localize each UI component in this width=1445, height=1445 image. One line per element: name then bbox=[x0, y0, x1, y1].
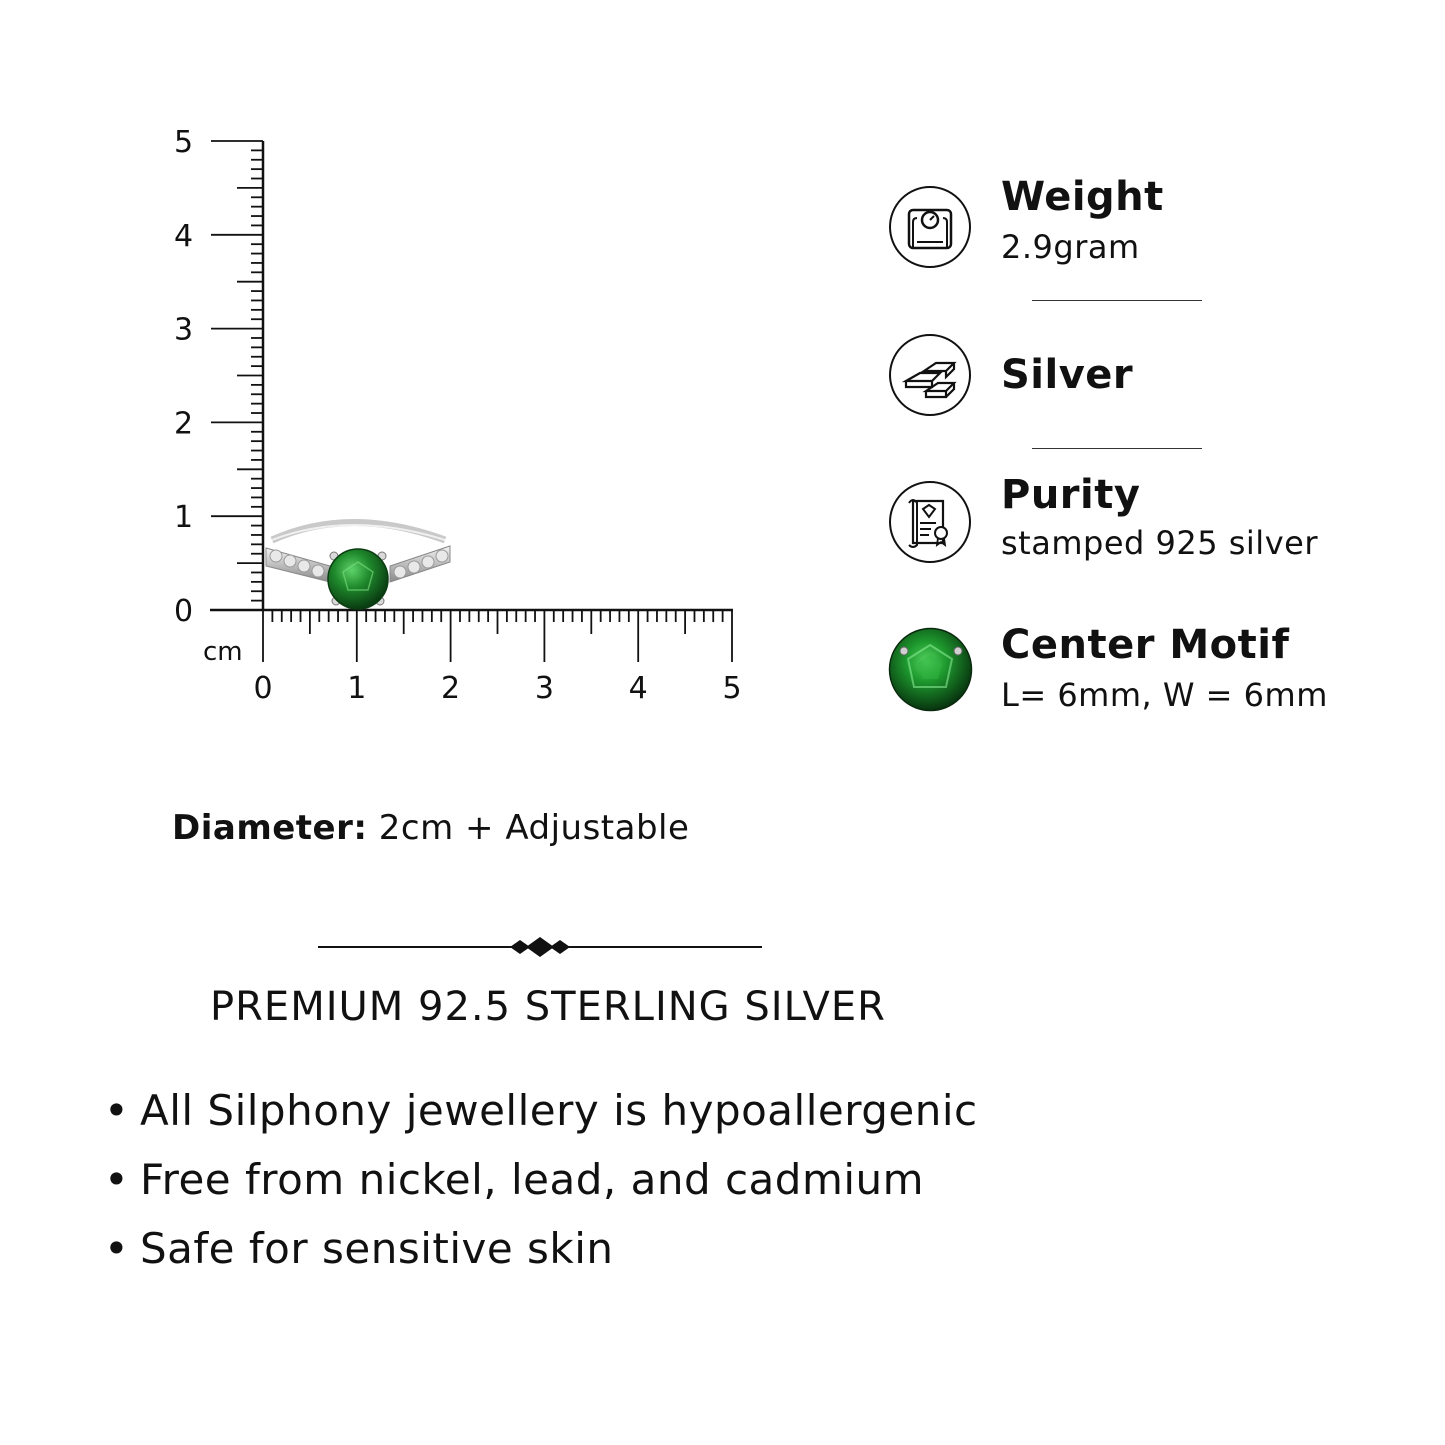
silver-bars-icon bbox=[902, 351, 958, 399]
diameter-value: 2cm + Adjustable bbox=[367, 808, 690, 848]
silver-title: Silver bbox=[1001, 352, 1134, 398]
measurement-ruler bbox=[0, 0, 800, 740]
ruler-y-label: 4 bbox=[174, 218, 194, 254]
diameter-label: Diameter: bbox=[172, 808, 368, 848]
ruler-y-labels bbox=[174, 125, 193, 629]
center-motif-value: L= 6mm, W = 6mm bbox=[1001, 676, 1328, 714]
bullet-item: • Free from nickel, lead, and cadmium bbox=[104, 1155, 925, 1204]
purity-title: Purity bbox=[1001, 472, 1141, 518]
spec-divider bbox=[1032, 448, 1202, 449]
green-gemstone-icon bbox=[888, 627, 973, 712]
ruler-y-label: 2 bbox=[174, 406, 194, 442]
ruler-x-label: 3 bbox=[534, 671, 554, 706]
ruler-y-label: 1 bbox=[174, 500, 194, 536]
ring-image bbox=[266, 523, 450, 610]
certificate-icon bbox=[905, 495, 955, 549]
ruler-y-label: 3 bbox=[174, 312, 194, 348]
ruler-y-label: 0 bbox=[174, 594, 194, 629]
bullet-icon: • bbox=[104, 1224, 130, 1273]
purity-spec-icon bbox=[889, 481, 971, 563]
weight-value: 2.9gram bbox=[1001, 228, 1140, 266]
ruler-x-label: 5 bbox=[722, 671, 742, 706]
premium-heading: PREMIUM 92.5 STERLING SILVER bbox=[210, 984, 886, 1030]
ruler-x-label: 1 bbox=[347, 671, 367, 706]
silver-spec-icon bbox=[889, 334, 971, 416]
weight-spec-icon bbox=[889, 186, 971, 268]
ruler-x-label: 0 bbox=[253, 671, 273, 706]
bullet-icon: • bbox=[104, 1155, 130, 1204]
bullet-item: • All Silphony jewellery is hypoallergenic bbox=[104, 1086, 978, 1135]
ruler-x-labels bbox=[253, 671, 741, 706]
ruler-unit-label: cm bbox=[203, 637, 243, 667]
ruler-x-label: 2 bbox=[441, 671, 461, 706]
weight-title: Weight bbox=[1001, 174, 1164, 220]
purity-value: stamped 925 silver bbox=[1001, 524, 1318, 562]
bullet-item: • Safe for sensitive skin bbox=[104, 1224, 614, 1273]
bullet-icon: • bbox=[104, 1086, 130, 1135]
ornamental-divider bbox=[318, 934, 762, 960]
ruler-x-label: 4 bbox=[628, 671, 648, 706]
diameter-text bbox=[172, 808, 689, 848]
ruler-y-label: 5 bbox=[174, 125, 194, 160]
ruler-ticks bbox=[210, 141, 733, 662]
spec-divider bbox=[1032, 300, 1202, 301]
weighing-scale-icon bbox=[903, 200, 957, 254]
center-motif-title: Center Motif bbox=[1001, 622, 1290, 668]
center-motif-spec-icon bbox=[888, 627, 973, 712]
